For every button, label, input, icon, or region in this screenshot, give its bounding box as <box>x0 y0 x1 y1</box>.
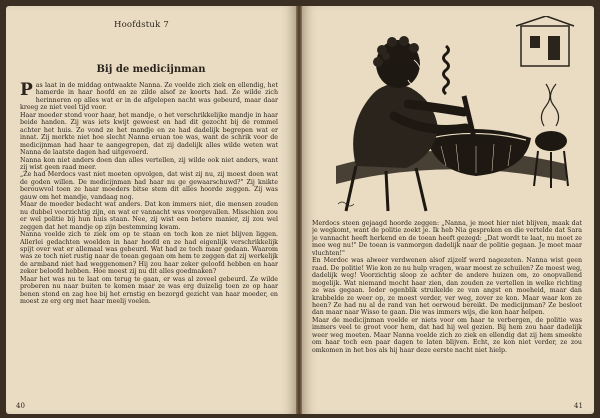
paragraph: Maar het was nu te laat om terug te gaan, er was al zoveel gebeurd. Ze wilde proberen nu naar buiten te komen maar ze was erg duizelig toen ze op haar benen stond en zag hoe bij het ernstig en bezorgd gezicht van haar moeder, en moest ze erg erg met haar meelij voelen. <box>20 275 278 306</box>
paragraph: Haar moeder stond voor haar, het mandje, o het verschrikkelijke mandje in haar beide handen. Zij was iets kwijt geweest en had dit gezocht bij de rommel achter het huis. Zo vond ze het mandje en ze had dadelijk begrepen wat er innat. Zij merkte niet hoe slecht Nanna eruan toe was, want de schrik voor de medicijnman had haar te aangegrepen, dat zij dadelijk alles wilde weten wat Nanna de laatste dagen had uitgevoerd. <box>20 111 278 157</box>
page-number-left: 40 <box>16 402 25 410</box>
left-page <box>6 6 296 414</box>
chapter-title: Bij de medicijnman <box>96 64 206 75</box>
right-page <box>302 6 594 414</box>
chapter-label: Hoofdstuk 7 <box>114 20 169 30</box>
paragraph: Nanna voelde zich te ziek om op te staan en toch kon ze niet blijven liggen. Allerlei gedachten woelden in haar hoofd en ze had eigenlijk verschrikkelijk spijt over wat er allemaal was gebeurd. Wat had ze toch maar gedaan. Waarom was ze toch niet rustig naar de toean gegaan om hem te zeggen dat zij werkelijk de armband niet had weggenomen? Hij zou haar zeker geloofd hebben en haar zeker beloofd hebben. Hoe moest zij nu dit alles goedmaken? <box>20 231 278 276</box>
right-body-text <box>312 220 582 404</box>
paragraph: „Ze had Merdocs vast niet moeten opvolgen, dat wist zij nu, zij moest doen wat de goden willen. De medicijnman had haar nu ge gewaarschuwd?" Zij knikte berouwvol toen ze haar moeders bitse stem dit alles hoorde zeggen. Zij was gauw om het mandje, vandaag nog. <box>20 171 278 201</box>
paragraph: Pas laat in de middag ontwaakte Nanna. Ze voelde zich ziek en ellendig, het hamerde in haar hoofd en ze zilde alsof ze koorts had. Ze wilde zich herinneren op alles wat er in de afgelopen nacht was gebeurd, maar daar kreeg ze niet veel tijd voor. <box>20 82 278 112</box>
drop-cap: P <box>20 82 33 100</box>
paragraph: Merdocs steen gejaagd hoorde zeggen: „Nanna, je moet hier niet blijven, maak dat je wegkomt, want de politie zoekt je. Ik heb Nia gesproken en die vertelde dat Sara je vannacht heeft herkend en de toean heeft gezegd: „Dat wordt te laat, nu moet ze mee weg nu!" De toean is vanmorgen dadelijk naar de politie gegaan. Je moet maar vluchten!" <box>312 220 582 257</box>
paragraph: Nanna kon niet anders doen dan alles vertellen, zij wilde ook niet anders, want zij wist geen raad meer. <box>20 156 278 171</box>
paragraph: Maar de medicijnman voelde er niets voor om haar te verbergen, de politie was immers veel te groot voor hem, dat had hij wel gezien. Bij hem zou haar dadelijk weer weg moeten. Maar Nanna voelde zich zo ziek en ellendig dat zij hem smeekte om haar toch een paar dagen te laten blijven. Echt, ze kon niet verder, ze zou omkomen in het bos als hij haar deze eerste nacht niet hielp. <box>312 316 582 354</box>
medicine-man-illustration-icon <box>316 16 584 216</box>
paragraph: Maar de moeder bedacht wat anders. Dat kon immers niet, die mensen zouden nu dubbel voorzichtig zijn, en wat er vannacht was voorgevallen. Misschien zou er wel politie bij hun huis staan. Nee, zij wist een betere manier, zij zou wel zeggen dat het mandje op zijn bestemming kwam. <box>20 201 278 231</box>
page-number-right: 41 <box>574 402 583 410</box>
paragraph: En Merdoc was alweer verdwenen alsof zijzelf werd nagezeten. Nanna wist geen raad. De politie! Wie kon ze nu hulp vragen, waar moest ze schuilen? Ze moest weg, dadelijk weg! Voorzichtig sloop ze achter de andere huizen om, zo onopvallend mogelijk. Wat niemand mocht haar zien, dan zouden ze vertellen in welke richting ze was gegaan. Ieder ogenblik struikelde ze van angst en moeheid, maar dan krabbelde ze weer op, ze moest verder, ver weg, zover ze kon. Maar waar kon ze heen? Ze had nu al de rand van het oerwoud bereikt. De medicijnman? Ze besloot dan maar naar Wisso te gaan. Die was immers wijs, die kon haar helpen. <box>312 257 582 317</box>
left-body-text <box>20 82 278 404</box>
